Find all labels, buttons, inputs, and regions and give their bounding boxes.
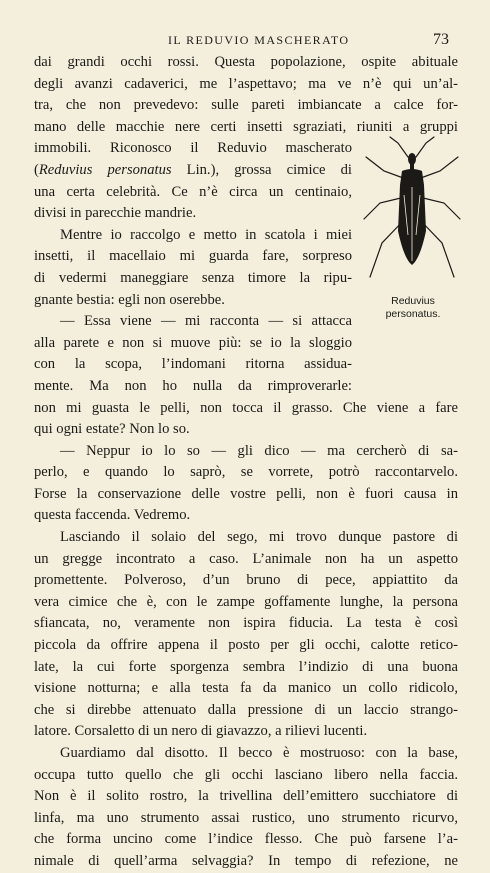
text-line: dai grandi occhi rossi. Questa popolazione, ospite abituale [34, 54, 458, 70]
text-line: sfiancata, no, veramente non ispira fiducia. La testa è così [34, 615, 458, 632]
text-line: immobili. Riconosco il Reduvio mascherato [34, 140, 352, 157]
text-line: latore. Corsaletto di un nero di giavazzo, a rilievi lucenti. [34, 723, 368, 740]
text-line: divisi in parecchie mandrie. [34, 205, 197, 222]
text-line: una certa celebrità. Ce n’è circa un centinaio, [34, 183, 352, 200]
text-line: alla parete e non si muove più: se io la sloggio [34, 334, 352, 351]
insect-figure [358, 135, 468, 320]
text-line: Forse la conservazione delle vostre pelli, non è fuori causa in [34, 485, 458, 502]
text-line: occupa tutto quello che gli occhi lasciano libero nella faccia. [34, 766, 458, 783]
text-line: mente. Ma non ho nulla da rimproverarle: [34, 377, 352, 394]
text-line: mano delle macchie nere certi insetti sgraziati, riuniti a gruppi [34, 118, 458, 135]
text-line: vera cimice che è, con le zampe goffamente lunghe, la persona [34, 593, 458, 610]
text-line: insetti, il macellaio mi guarda fare, sorpreso [34, 248, 352, 265]
reduvius-illustration [358, 135, 468, 295]
text-line: — Essa viene — mi racconta — si attacca [60, 313, 352, 330]
caption-line: Reduvius [391, 295, 435, 307]
text-line: piccola da offrire appena il posto per gli occhi, calotte retico- [34, 637, 458, 654]
page-number: 73 [433, 31, 449, 48]
text-line: promettente. Polveroso, d’un bruno di pece, appiattito da [34, 572, 458, 589]
text-line: Lasciando il solaio del sego, mi trovo dunque pastore di [60, 529, 458, 546]
text-line: degli avanzi cadaverici, me l’aspettavo; ma ve n’è qui un’al- [34, 75, 458, 92]
text-line: un gregge incontrato a caso. L’animale non ha un aspetto [34, 550, 458, 567]
text-line: perlo, e quando lo saprò, se vorrete, potrò raccontarvelo. [34, 464, 458, 481]
text-line: che si direbbe attenuato dalla pressione di un laccio strango- [34, 701, 458, 718]
species-name: Reduvius personatus [38, 161, 172, 178]
text-line: late, la cui forte sporgenza sembra l’indizio di una buona [34, 658, 458, 675]
text-line: che forma uncino come l’indice flesso. Che può farsene l’a- [34, 831, 458, 848]
text-line: di vedermi maneggiare senza timore la ripu- [34, 269, 352, 286]
text-line: Guardiamo dal disotto. Il becco è mostruoso: con la base, [60, 745, 458, 761]
text-line: visione notturna; e alla testa fa da manico un collo ridicolo, [34, 680, 458, 697]
text-line: con la scopa, l’indomani ritorna assidua- [34, 356, 352, 373]
text-line-rest: Lin.), grossa cimice di [171, 161, 352, 178]
text-line: tra, che non prevedevo: sulle pareti imbiancate a calce for- [34, 97, 458, 114]
text-line: non mi guasta le pelli, non tocca il grasso. Che viene a fare [34, 399, 458, 416]
caption-line: personatus. [385, 308, 441, 320]
page-header [0, 33, 490, 49]
text-line: questa faccenda. Vedremo. [34, 507, 191, 524]
text-line: nimale di quell’arma selvaggia? In tempo di refezione, ne [34, 852, 458, 869]
text-line: qui ogni estate? Non lo so. [34, 421, 190, 438]
text-line: Non è il solito rostro, la trivellina dell’emittero succhiatore di [34, 788, 458, 805]
text-line: — Neppur io lo so — gli dico — ma cercherò di sa- [60, 442, 458, 459]
text-line: gnante bestia: egli non oserebbe. [34, 291, 225, 308]
text-line: linfa, ma uno strumento assai rustico, uno strumento ricurvo, [34, 809, 458, 826]
figure-caption [358, 295, 468, 321]
running-title: IL REDUVIO MASCHERATO [168, 33, 350, 47]
text-line: Mentre io raccolgo e metto in scatola i miei [60, 226, 352, 243]
text-line: (Reduvius personatus Lin.), grossa cimice di [34, 161, 352, 178]
